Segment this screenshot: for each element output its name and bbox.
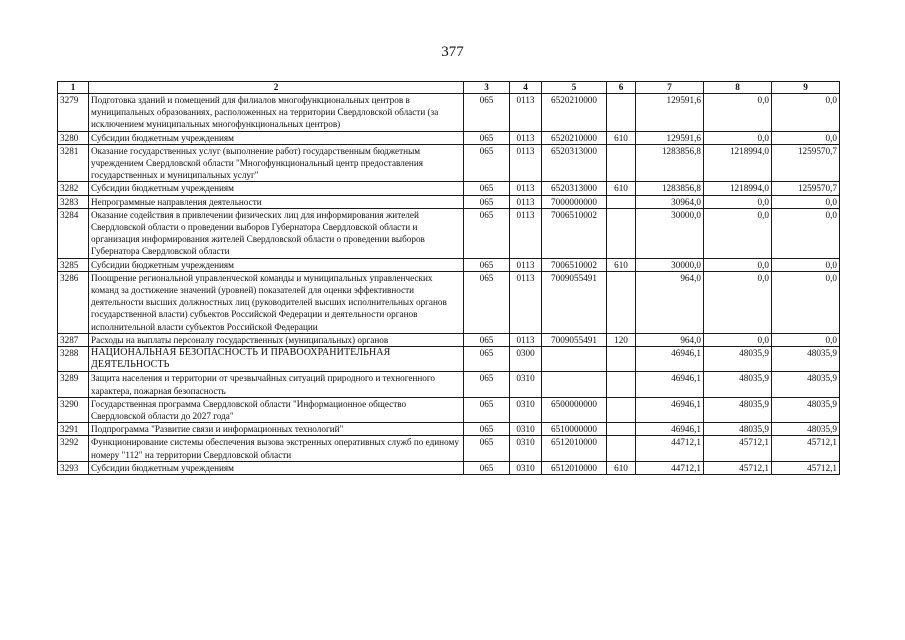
- row-col-7: 44712,1: [636, 436, 704, 461]
- table-row: [58, 94, 840, 132]
- row-col-3: 065: [464, 333, 510, 346]
- row-col-7: 129591,6: [636, 131, 704, 144]
- row-col-8: 0,0: [704, 94, 772, 132]
- row-col-5: [542, 347, 607, 372]
- row-col-7: 46946,1: [636, 372, 704, 397]
- row-col-7: 30000,0: [636, 258, 704, 271]
- row-col-4: 0300: [510, 347, 542, 372]
- row-col-9: 1259570,7: [772, 182, 840, 195]
- row-col-7: 46946,1: [636, 347, 704, 372]
- row-col-3: 065: [464, 372, 510, 397]
- row-col-8: 0,0: [704, 271, 772, 333]
- row-col-4: 0113: [510, 333, 542, 346]
- row-col-5: 7009055491: [542, 271, 607, 333]
- row-name: Подпрограмма "Развитие связи и информационных технологий": [89, 423, 464, 436]
- row-col-4: 0113: [510, 131, 542, 144]
- row-col-9: 0,0: [772, 131, 840, 144]
- row-col-6: 120: [607, 333, 636, 346]
- row-col-5: 7006510002: [542, 258, 607, 271]
- row-col-4: 0113: [510, 271, 542, 333]
- row-col-6: [607, 372, 636, 397]
- row-col-5: 6500000000: [542, 397, 607, 422]
- row-col-3: 065: [464, 271, 510, 333]
- row-col-3: 065: [464, 182, 510, 195]
- row-col-9: 48035,9: [772, 423, 840, 436]
- row-name: Субсидии бюджетным учреждениям: [89, 258, 464, 271]
- row-col-6: [607, 94, 636, 132]
- row-col-4: 0113: [510, 195, 542, 208]
- row-name: Защита населения и территории от чрезвычайных ситуаций природного и техногенного характера, пожарная безопасность: [89, 372, 464, 397]
- column-header: 1: [58, 82, 89, 94]
- row-col-6: [607, 397, 636, 422]
- row-number: 3280: [58, 131, 89, 144]
- row-col-6: [607, 347, 636, 372]
- row-col-7: 1283856,8: [636, 182, 704, 195]
- row-col-3: 065: [464, 347, 510, 372]
- row-col-4: 0113: [510, 182, 542, 195]
- row-col-5: 7000000000: [542, 195, 607, 208]
- row-name: Субсидии бюджетным учреждениям: [89, 131, 464, 144]
- row-col-5: 7009055491: [542, 333, 607, 346]
- table-row: [58, 347, 840, 372]
- row-col-7: 46946,1: [636, 397, 704, 422]
- row-col-6: 610: [607, 461, 636, 474]
- table-row: [58, 436, 840, 461]
- row-name: Субсидии бюджетным учреждениям: [89, 461, 464, 474]
- row-col-4: 0310: [510, 436, 542, 461]
- row-col-7: 964,0: [636, 271, 704, 333]
- row-col-3: 065: [464, 94, 510, 132]
- row-col-9: 48035,9: [772, 397, 840, 422]
- row-col-6: 610: [607, 182, 636, 195]
- row-number: 3281: [58, 144, 89, 182]
- row-col-6: [607, 436, 636, 461]
- row-number: 3286: [58, 271, 89, 333]
- row-name: Государственная программа Свердловской области "Информационное общество Свердловской области до 2027 года": [89, 397, 464, 422]
- row-name: Функционирование системы обеспечения вызова экстренных оперативных служб по единому номеру "112" на территории Свердловской области: [89, 436, 464, 461]
- row-col-8: 0,0: [704, 333, 772, 346]
- row-col-7: 964,0: [636, 333, 704, 346]
- table-row: [58, 182, 840, 195]
- row-col-4: 0310: [510, 397, 542, 422]
- row-col-3: 065: [464, 423, 510, 436]
- row-col-3: 065: [464, 131, 510, 144]
- row-col-7: 1283856,8: [636, 144, 704, 182]
- column-header: 8: [704, 82, 772, 94]
- row-number: 3291: [58, 423, 89, 436]
- table-row: [58, 258, 840, 271]
- row-col-8: 1218994,0: [704, 144, 772, 182]
- row-col-6: [607, 208, 636, 258]
- row-col-5: 6520313000: [542, 144, 607, 182]
- row-number: 3289: [58, 372, 89, 397]
- row-col-9: 0,0: [772, 195, 840, 208]
- row-col-8: 48035,9: [704, 423, 772, 436]
- row-col-3: 065: [464, 461, 510, 474]
- row-col-9: 0,0: [772, 271, 840, 333]
- row-col-8: 48035,9: [704, 347, 772, 372]
- row-col-5: 6520313000: [542, 182, 607, 195]
- row-name: Оказание государственных услуг (выполнение работ) государственным бюджетным учреждением Свердловской области "Многофункциональный центр предоставления государственных и муниципальных услуг": [89, 144, 464, 182]
- row-number: 3293: [58, 461, 89, 474]
- row-name: Расходы на выплаты персоналу государственных (муниципальных) органов: [89, 333, 464, 346]
- row-col-9: 0,0: [772, 208, 840, 258]
- row-col-8: 0,0: [704, 258, 772, 271]
- row-col-8: 45712,1: [704, 436, 772, 461]
- row-name: Непрограммные направления деятельности: [89, 195, 464, 208]
- budget-table: [57, 81, 840, 475]
- column-header: 4: [510, 82, 542, 94]
- row-name: Оказание содействия в привлечении физических лиц для информирования жителей Свердловской области о проведении выборов Губернатора Свердловской области и организация информирования жителей Свердловской области о проведении выборов Губернатора Свердловской области: [89, 208, 464, 258]
- column-header: 2: [89, 82, 464, 94]
- table-row: [58, 131, 840, 144]
- row-col-9: 45712,1: [772, 461, 840, 474]
- row-col-6: [607, 271, 636, 333]
- row-col-5: 6520210000: [542, 94, 607, 132]
- row-col-9: 48035,9: [772, 347, 840, 372]
- row-col-5: 7006510002: [542, 208, 607, 258]
- page-number: 377: [441, 44, 464, 60]
- row-col-6: [607, 144, 636, 182]
- row-number: 3285: [58, 258, 89, 271]
- row-col-9: 0,0: [772, 94, 840, 132]
- column-header: 6: [607, 82, 636, 94]
- row-col-9: 45712,1: [772, 436, 840, 461]
- row-col-9: 0,0: [772, 258, 840, 271]
- table-row: [58, 397, 840, 422]
- row-col-7: 30000,0: [636, 208, 704, 258]
- row-number: 3288: [58, 347, 89, 372]
- row-col-5: [542, 372, 607, 397]
- row-col-5: 6520210000: [542, 131, 607, 144]
- row-col-4: 0113: [510, 94, 542, 132]
- table-body: [58, 94, 840, 475]
- table-row: [58, 144, 840, 182]
- row-col-8: 0,0: [704, 195, 772, 208]
- row-col-3: 065: [464, 195, 510, 208]
- row-number: 3283: [58, 195, 89, 208]
- row-number: 3292: [58, 436, 89, 461]
- row-col-8: 45712,1: [704, 461, 772, 474]
- table-row: [58, 461, 840, 474]
- row-col-5: 6510000000: [542, 423, 607, 436]
- row-col-4: 0310: [510, 423, 542, 436]
- row-col-4: 0310: [510, 461, 542, 474]
- row-col-3: 065: [464, 436, 510, 461]
- row-number: 3287: [58, 333, 89, 346]
- row-col-8: 1218994,0: [704, 182, 772, 195]
- row-col-6: 610: [607, 258, 636, 271]
- table-row: [58, 271, 840, 333]
- column-header: 9: [772, 82, 840, 94]
- column-header: 5: [542, 82, 607, 94]
- table-row: [58, 195, 840, 208]
- row-col-3: 065: [464, 397, 510, 422]
- row-col-7: 30964,0: [636, 195, 704, 208]
- row-number: 3290: [58, 397, 89, 422]
- table-row: [58, 333, 840, 346]
- row-col-4: 0113: [510, 208, 542, 258]
- row-col-5: 6512010000: [542, 436, 607, 461]
- row-col-4: 0310: [510, 372, 542, 397]
- row-number: 3284: [58, 208, 89, 258]
- row-name: Поощрение региональной управленческой команды и муниципальных управленческих команд за достижение значений (уровней) показателей для оценки эффективности деятельности высших должностных лиц (руководителей высших исполнительных органов государственной власти) субъектов Российской Федерации и деятельности органов исполнительной власти субъектов Российской Федерации: [89, 271, 464, 333]
- row-col-8: 48035,9: [704, 397, 772, 422]
- table-row: [58, 208, 840, 258]
- row-name: Субсидии бюджетным учреждениям: [89, 182, 464, 195]
- row-number: 3282: [58, 182, 89, 195]
- row-col-4: 0113: [510, 144, 542, 182]
- row-col-9: 1259570,7: [772, 144, 840, 182]
- row-col-3: 065: [464, 258, 510, 271]
- column-header: 7: [636, 82, 704, 94]
- row-col-7: 129591,6: [636, 94, 704, 132]
- row-col-9: 48035,9: [772, 372, 840, 397]
- row-col-3: 065: [464, 208, 510, 258]
- row-col-6: [607, 423, 636, 436]
- row-col-8: 0,0: [704, 208, 772, 258]
- row-col-8: 0,0: [704, 131, 772, 144]
- table-row: [58, 423, 840, 436]
- header-row: [58, 82, 840, 94]
- row-name: Подготовка зданий и помещений для филиалов многофункциональных центров в муниципальных образованиях, расположенных на территории Свердловской области (за исключением муниципальных многофункциональных центров): [89, 94, 464, 132]
- row-col-6: [607, 195, 636, 208]
- row-col-6: 610: [607, 131, 636, 144]
- row-number: 3279: [58, 94, 89, 132]
- row-col-8: 48035,9: [704, 372, 772, 397]
- row-col-5: 6512010000: [542, 461, 607, 474]
- row-col-9: 0,0: [772, 333, 840, 346]
- row-col-7: 46946,1: [636, 423, 704, 436]
- row-col-7: 44712,1: [636, 461, 704, 474]
- table-row: [58, 372, 840, 397]
- row-col-3: 065: [464, 144, 510, 182]
- row-col-4: 0113: [510, 258, 542, 271]
- row-name: НАЦИОНАЛЬНАЯ БЕЗОПАСНОСТЬ И ПРАВООХРАНИТЕЛЬНАЯ ДЕЯТЕЛЬНОСТЬ: [89, 347, 464, 372]
- column-header: 3: [464, 82, 510, 94]
